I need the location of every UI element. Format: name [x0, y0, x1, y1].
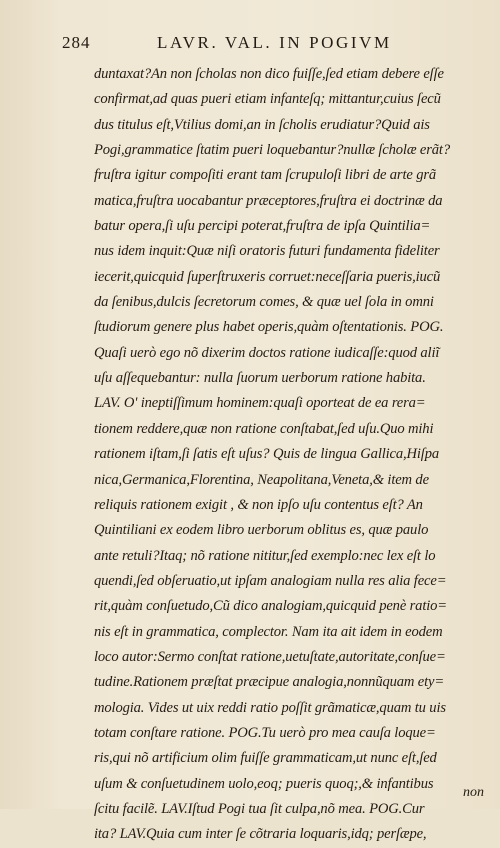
text-line: dus titulus eſt,Vtilius domi,an in ſcholis erudiatur?Quid ais: [94, 116, 430, 133]
text-line: tudine.Rationem præſtat præcipue analogia,nonnũquam ety=: [94, 674, 445, 691]
text-line: Quaſi uerò ego nõ dixerim doctos ratione iudicaſſe:quod aliĩ: [94, 344, 440, 361]
body-text: [94, 62, 486, 848]
text-line: fruſtra igitur compoſiti erant tam ſcrupuloſi libri de arte grã: [94, 167, 437, 184]
text-line: batur opera,ſi uſu percipi poterat,fruſtra de ipſa Quintilia=: [94, 218, 431, 235]
text-line: loco autor:Sermo conſtat ratione,uetuſtate,autoritate,conſue=: [94, 648, 446, 665]
text-line: LAV. O' ineptiſſimum hominem:quaſi oporteat de ea rera=: [94, 395, 426, 412]
text-line: ſtudiorum genere plus habet operis,quàm oſtentationis. POG.: [94, 319, 444, 336]
text-line: duntaxat?An non ſcholas non dico fuiſſe,ſed etiam debere eſſe: [94, 66, 444, 82]
text-line: nica,Germanica,Florentina, Neapolitana,Veneta,& item de: [94, 471, 429, 488]
text-line: tionem reddere,quæ non ratione conſtabat,ſed uſu.Quo mihi: [94, 420, 434, 437]
text-line: rit,quàm conſuetudo,Cũ dico analogiam,quicquid penè ratio=: [94, 598, 447, 615]
text-line: rationem iſtam,ſi ſatis eſt uſus? Quis de lingua Gallica,Hiſpa: [94, 446, 439, 463]
folio-number: 284: [62, 33, 91, 52]
running-title: LAVR. VAL. IN POGIVM: [157, 33, 392, 52]
text-line: confirmat,ad quas pueri etiam infanteſq; mittantur,cuius ſecũ: [94, 91, 441, 108]
text-line: da ſenibus,dulcis ſecretorum comes, & quæ uel ſola in omni: [94, 294, 434, 311]
text-line: Pogi,grammatice ſtatim pueri loquebantur?nullæ ſcholæ erãt?: [94, 142, 450, 159]
text-line: uſu aſſequebantur: nulla ſuorum uerborum ratione habita.: [94, 370, 426, 387]
page-header: [62, 33, 462, 55]
text-line: uſum & conſuetudinem uolo,eoq; pueris quoq;,& infantibus: [94, 775, 434, 792]
text-line: iecerit,quicquid ſuperſtruxeris corruet:neceſſaria pueris,iucũ: [94, 268, 441, 285]
text-line: nis eſt in grammatica, complector. Nam ita ait idem in eodem: [94, 623, 443, 640]
text-line: matica,fruſtra uocabantur præceptores,fruſtra ei doctrinæ da: [94, 192, 443, 209]
text-line: quendi,ſed obſeruatio,ut ipſam analogiam nulla res alia fece=: [94, 572, 447, 589]
text-line: reliquis rationem exigit , & non ipſo uſu contentus eſt? An: [94, 496, 423, 513]
text-line: totam conſtare ratione. POG.Tu uerò pro mea cauſa loque=: [94, 724, 436, 741]
text-line: mologia. Vides ut uix reddi ratio poſſit grãmaticæ,quam tu uis: [94, 699, 446, 716]
text-line: ſcitu facilẽ. LAV.Iſtud Pogi tua ſit culpa,nõ mea. POG.Cur: [94, 800, 425, 817]
text-line: Quintiliani ex eodem libro uerborum oblitus es, quæ paulo: [94, 522, 429, 539]
text-line: ris,qui nõ artificium olim fuiſſe grammaticam,ut nunc eſt,ſed: [94, 750, 437, 767]
text-line: ita? LAV.Quia cum inter ſe cõtraria loquaris,idq; perſæpe,: [94, 826, 427, 843]
catchword: non: [463, 785, 484, 800]
text-line: nus idem inquit:Quæ niſi oratoris futuri fundamenta fideliter: [94, 243, 440, 260]
text-line: ante retuli?Itaq; nõ ratione nititur,ſed exemplo:nec lex eſt lo: [94, 547, 436, 564]
